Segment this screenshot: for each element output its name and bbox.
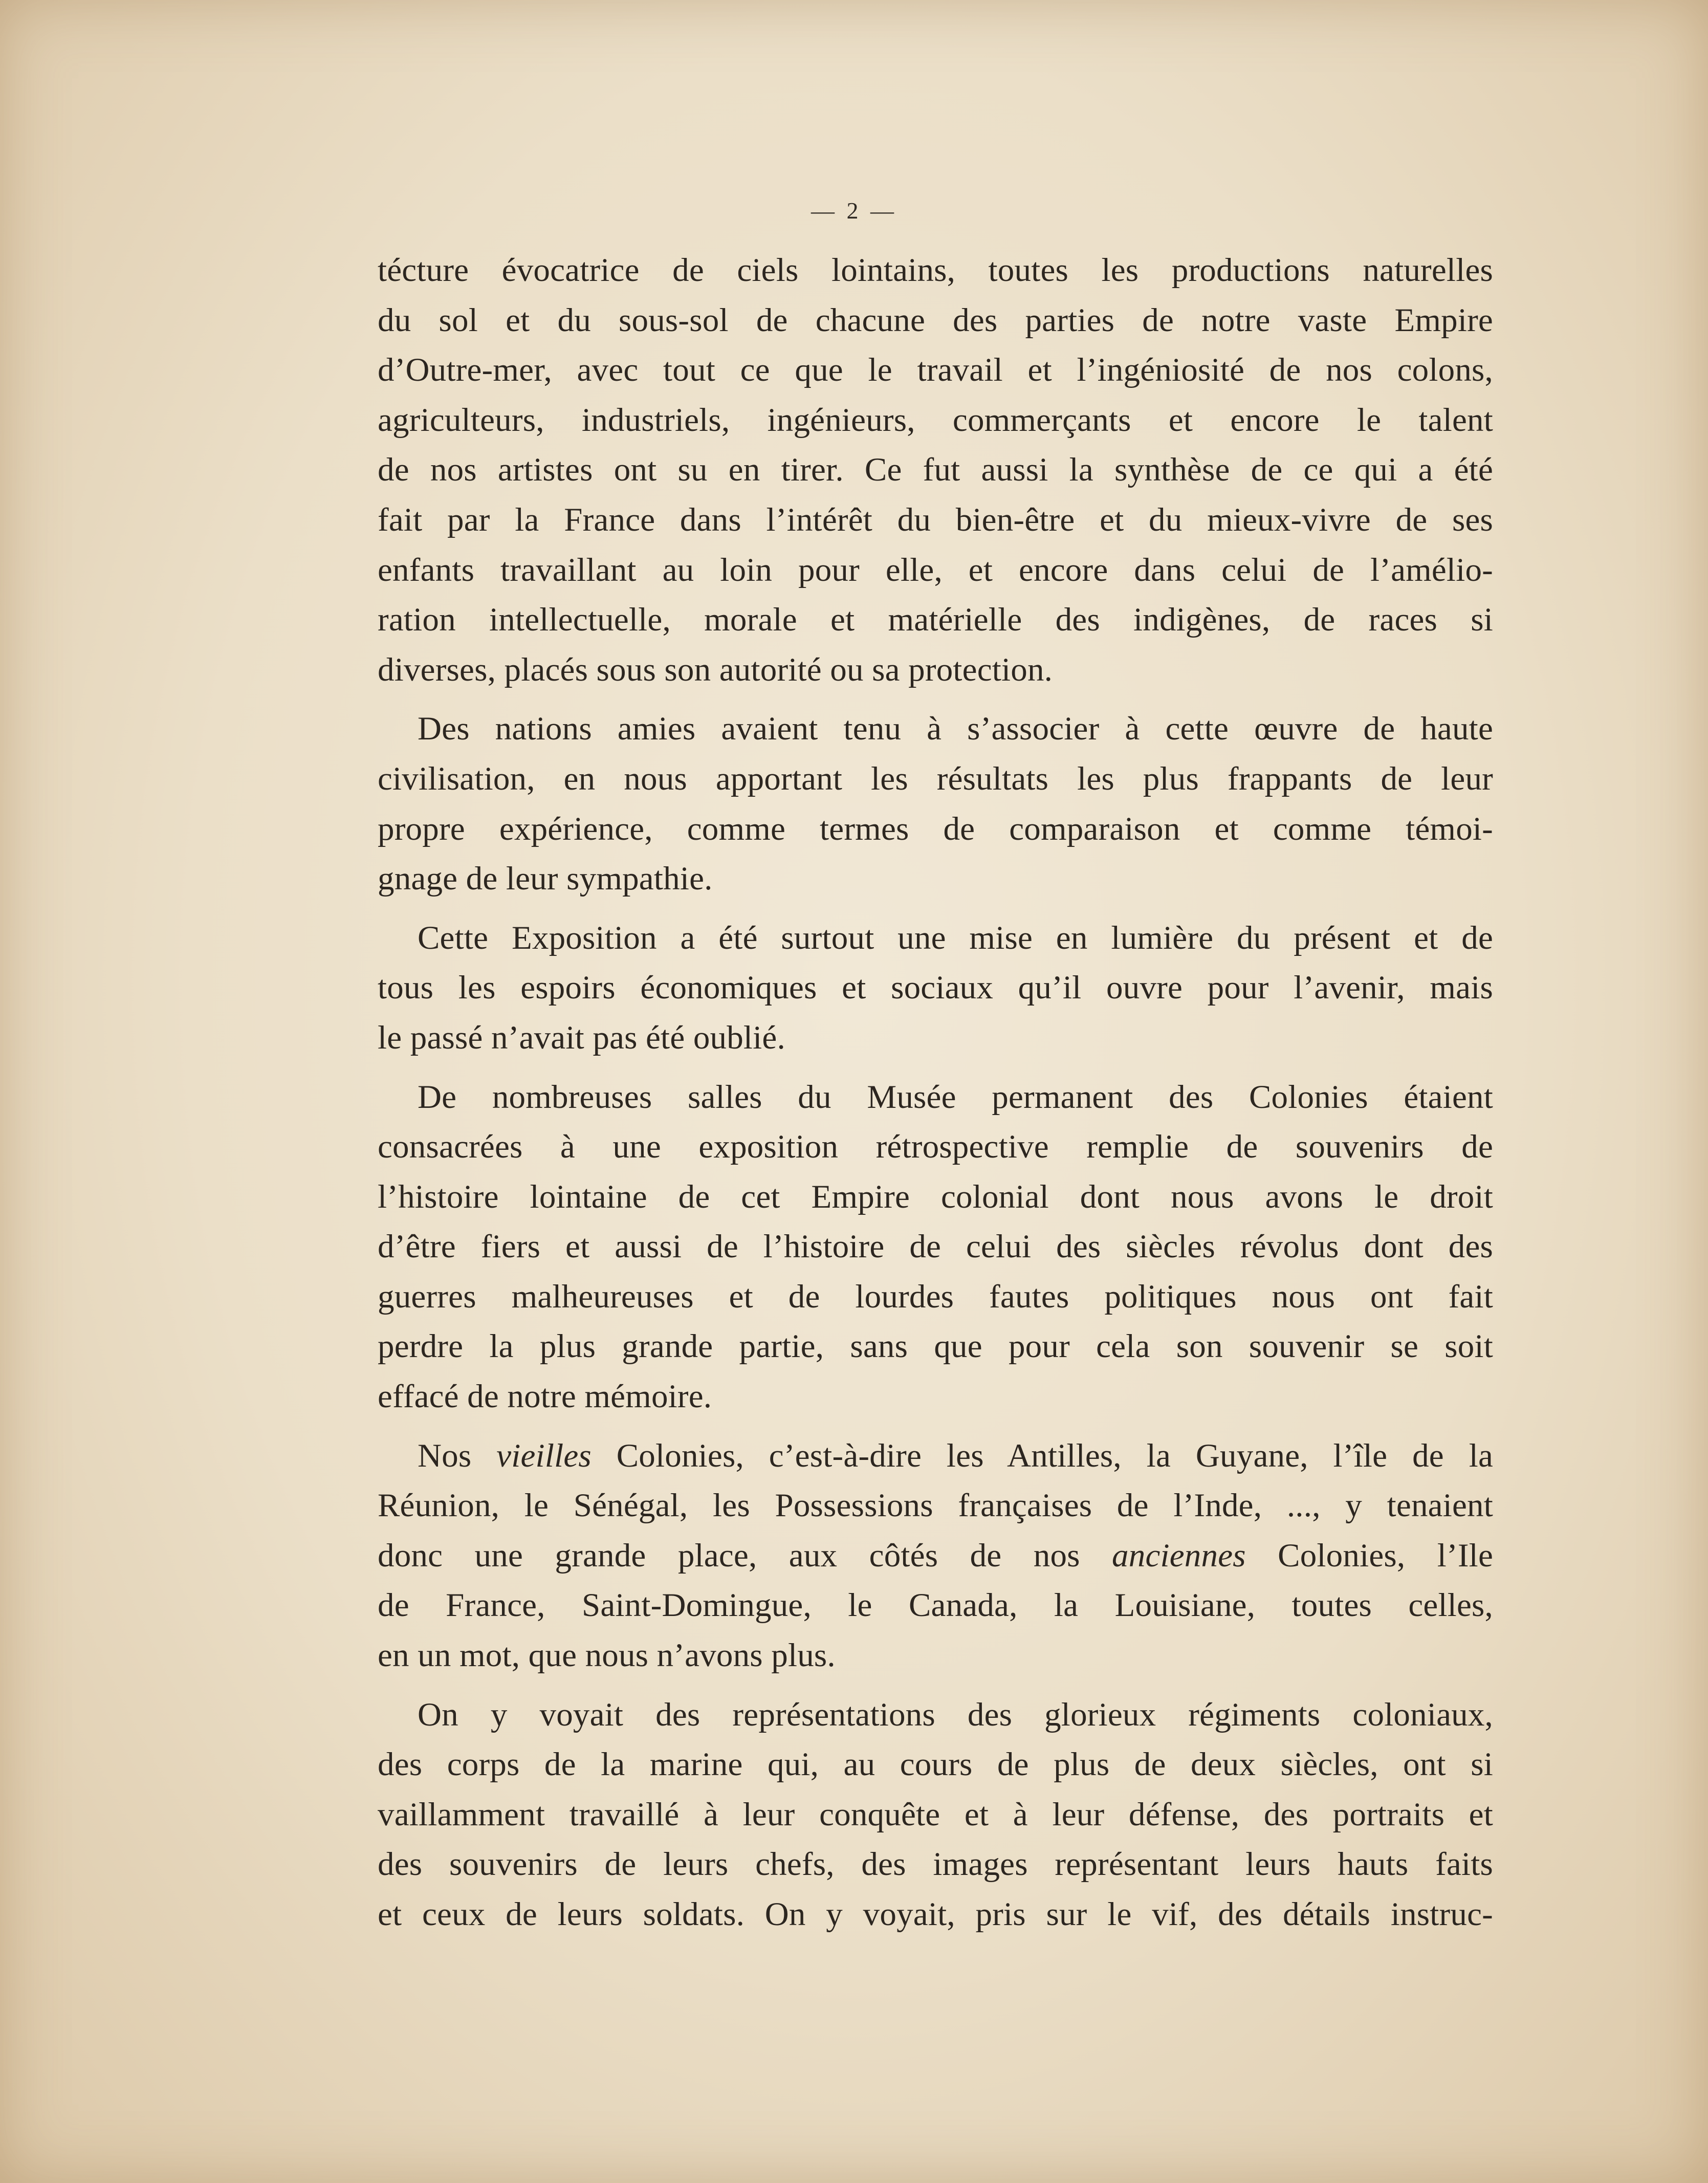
text-line: Des nations amies avaient tenu à s’associer à cette œuvre de haute [418,710,1493,748]
text-line: de France, Saint-Domingue, le Canada, la Louisiane, toutes celles, [378,1587,1493,1624]
page-number: — 2 — [811,198,897,224]
text-line: perdre la plus grande partie, sans que pour cela son souvenir se soit [378,1328,1493,1365]
text-line: técture évocatrice de ciels lointains, toutes les productions naturelles [378,252,1493,289]
text-line: gnage de leur sympathie. [378,860,713,898]
text-line: l’histoire lointaine de cet Empire colonial dont nous avons le droit [378,1178,1493,1215]
text-line: des corps de la marine qui, au cours de plus de deux siècles, ont si [378,1746,1493,1783]
text-line: de nos artistes ont su en tirer. Ce fut aussi la synthèse de ce qui a été [378,451,1493,489]
text-line: d’Outre-mer, avec tout ce que le travail et l’ingéniosité de nos colons, [378,352,1493,389]
text-line: propre expérience, comme termes de comparaison et comme témoi- [378,810,1493,847]
paragraph-1 [378,246,1493,695]
paragraph-5 [378,1431,1493,1681]
text-line: De nombreuses salles du Musée permanent des Colonies étaient [418,1078,1493,1116]
text-line: le passé n’avait pas été oublié. [378,1019,785,1056]
text-line: et ceux de leurs soldats. On y voyait, pris sur le vif, des détails instruc- [378,1896,1493,1933]
text-line: consacrées à une exposition rétrospective remplie de souvenirs de [378,1128,1493,1166]
text-line: en un mot, que nous n’avons plus. [378,1637,836,1674]
text-line: fait par la France dans l’intérêt du bien-être et du mieux-vivre de ses [378,501,1493,538]
text-line: enfants travaillant au loin pour elle, et encore dans celui de l’amélio- [378,551,1493,588]
text-line: guerres malheureuses et de lourdes fautes politiques nous ont fait [378,1278,1493,1315]
text-line: ration intellectuelle, morale et matérielle des indigènes, de races si [378,601,1493,639]
paragraph-2 [378,704,1493,904]
text-line: tous les espoirs économiques et sociaux qu’il ouvre pour l’avenir, mais [378,969,1493,1007]
body-text [378,246,1493,1949]
text-line: On y voyait des représentations des glorieux régiments coloniaux, [418,1696,1493,1733]
text-line: Cette Exposition a été surtout une mise en lumière du présent et de [418,919,1493,956]
text-line: effacé de notre mémoire. [378,1378,712,1415]
text-line: agriculteurs, industriels, ingénieurs, commerçants et encore le talent [378,401,1493,439]
text-line: donc une grande place, aux côtés de nos anciennes Colonies, l’Ile [378,1537,1493,1574]
text-line: du sol et du sous-sol de chacune des parties de notre vaste Empire [378,301,1493,339]
text-line: vaillamment travaillé à leur conquête et à leur défense, des portraits et [378,1796,1493,1833]
paragraph-6 [378,1690,1493,1940]
text-line: diverses, placés sous son autorité ou sa protection. [378,651,1053,688]
text-line: Nos vieilles Colonies, c’est-à-dire les Antilles, la Guyane, l’île de la [418,1437,1493,1474]
text-line: d’être fiers et aussi de l’histoire de celui des siècles révolus dont des [378,1228,1493,1265]
text-line: des souvenirs de leurs chefs, des images représentant leurs hauts faits [378,1846,1493,1883]
text-line: civilisation, en nous apportant les résultats les plus frappants de leur [378,760,1493,797]
paragraph-3 [378,913,1493,1063]
paragraph-4 [378,1073,1493,1422]
text-line: Réunion, le Sénégal, les Possessions françaises de l’Inde, ..., y tenaient [378,1487,1493,1524]
